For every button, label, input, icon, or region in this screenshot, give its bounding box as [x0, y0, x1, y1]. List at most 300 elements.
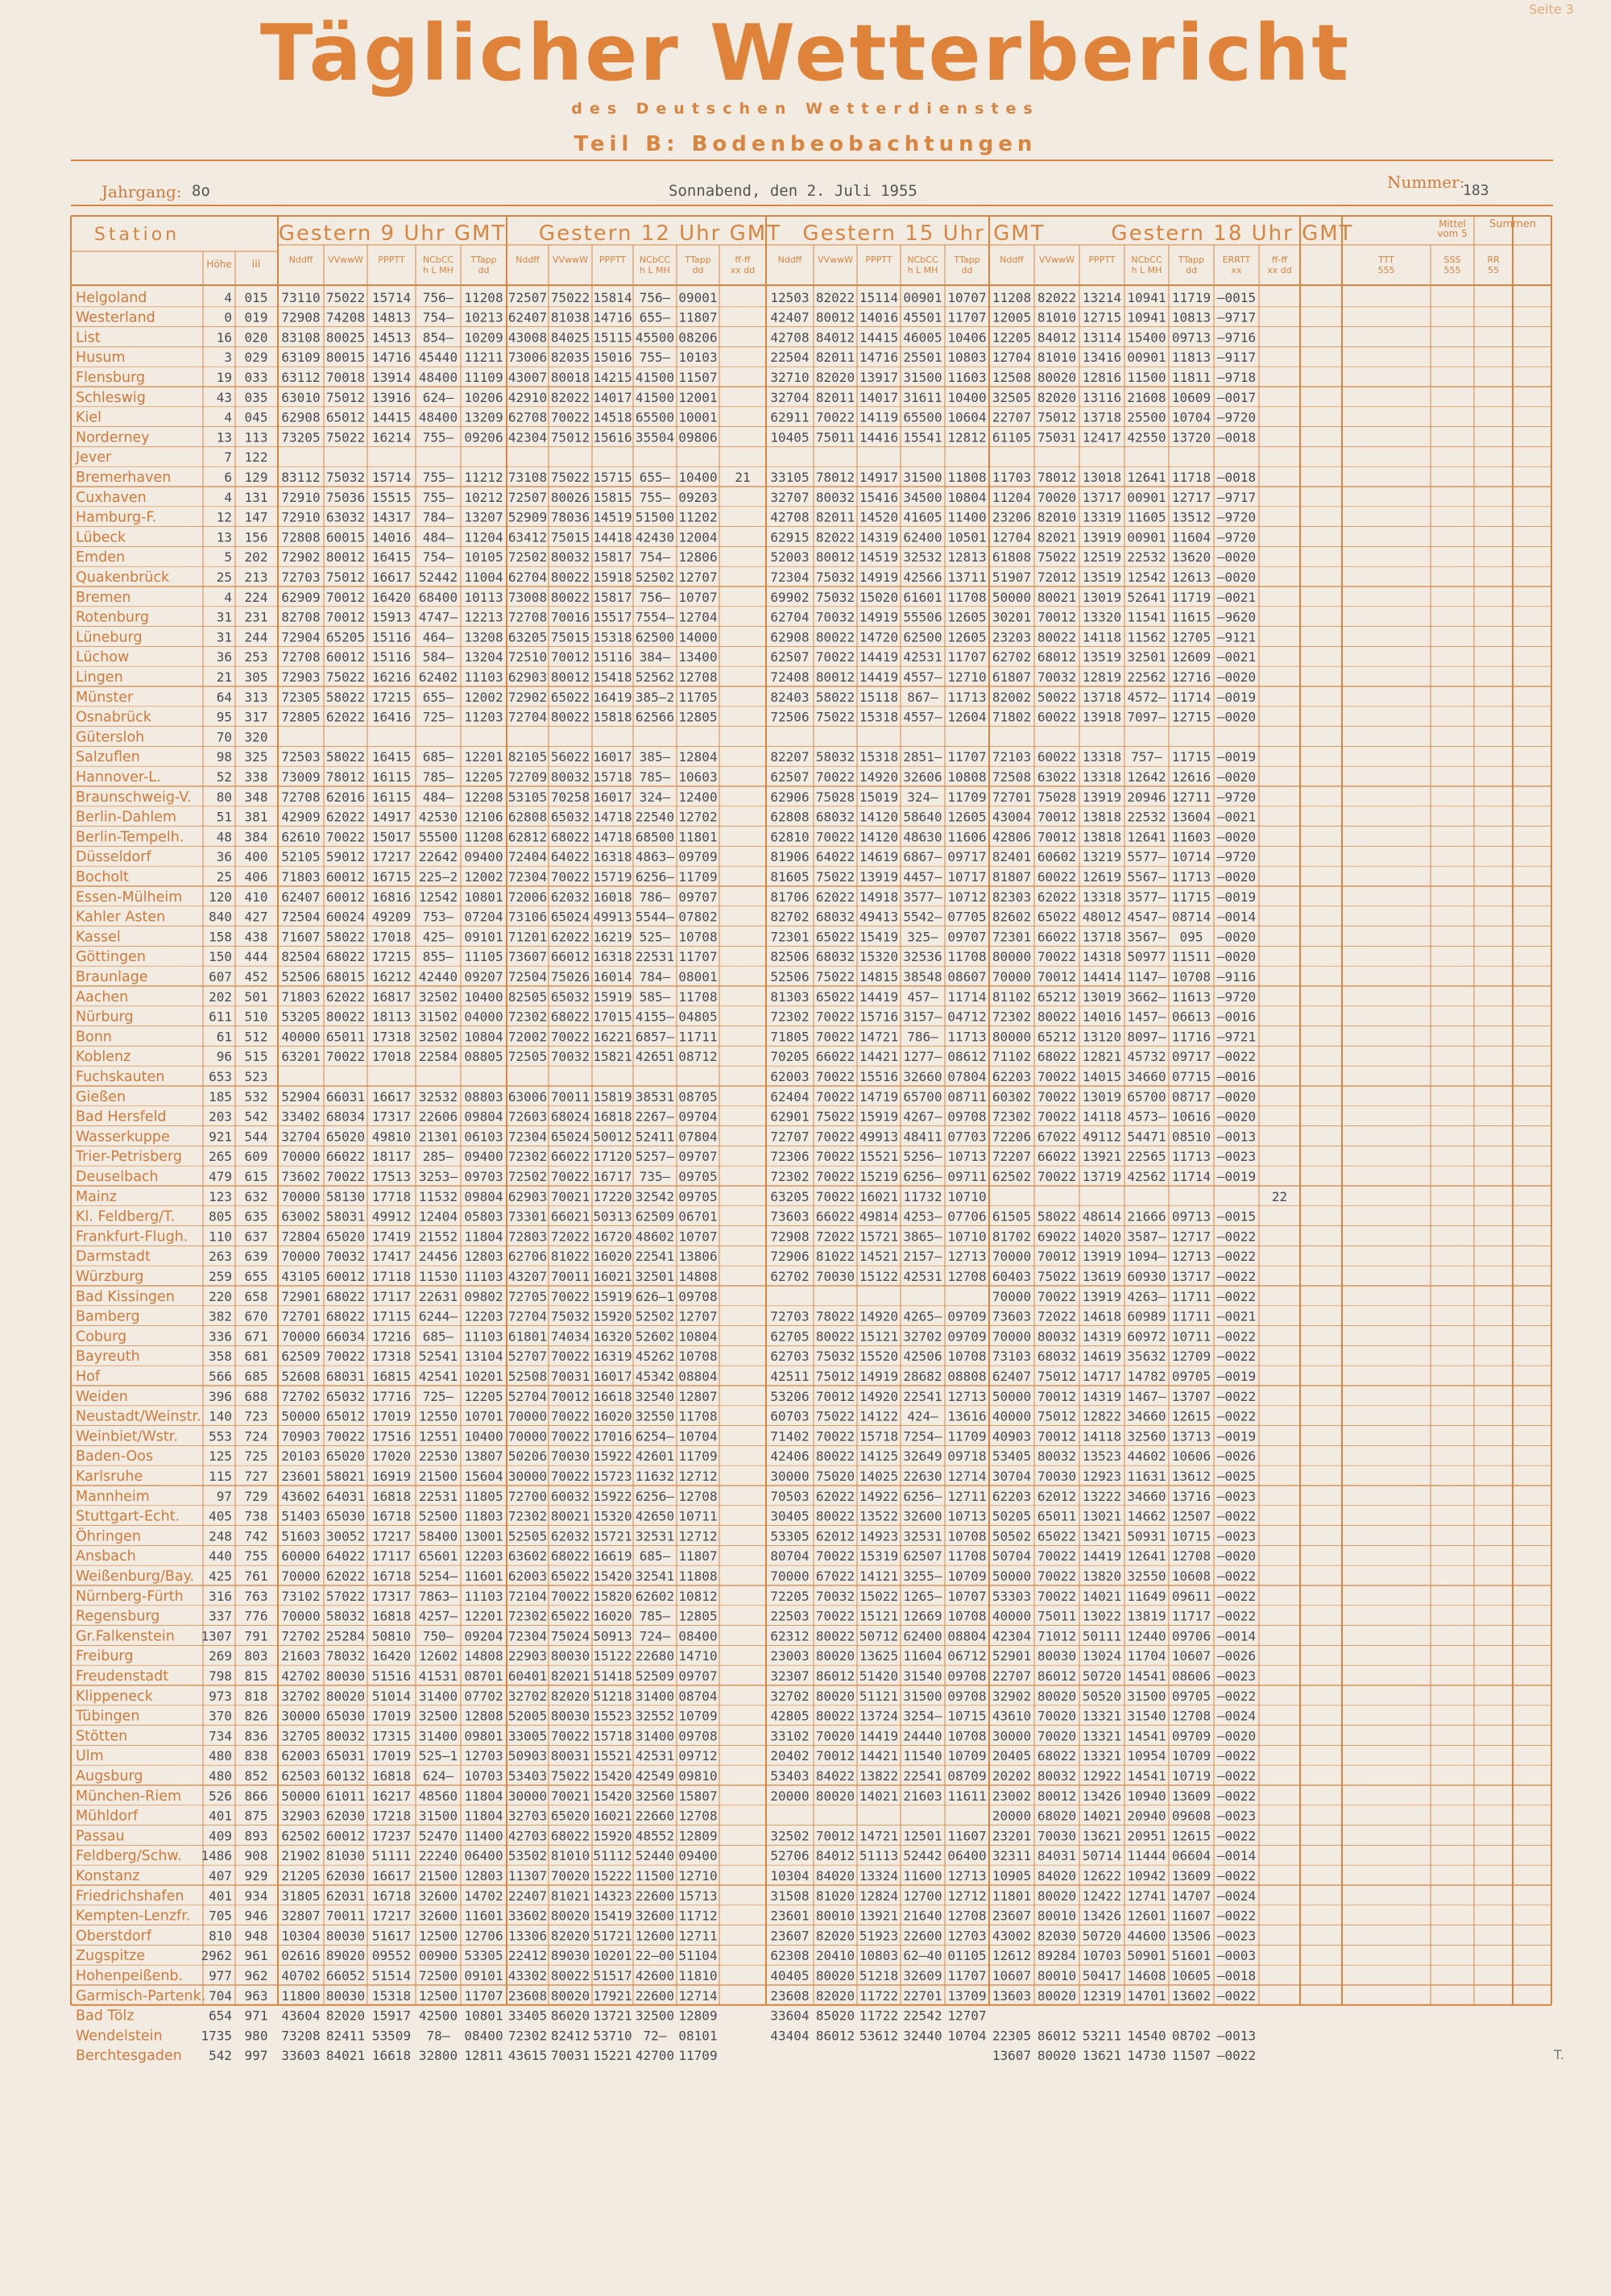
cell-value: 324— [639, 789, 671, 805]
cell-value: 14120 [859, 809, 899, 825]
cell-value: 785— [639, 1608, 671, 1624]
cell-value: 69022 [1037, 1229, 1077, 1245]
cell-value: 85020 [815, 2008, 855, 2024]
cell-value: 15913 [371, 609, 412, 625]
cell-value: 11204 [464, 529, 503, 545]
station-iii: 670 [244, 1308, 268, 1324]
cell-value: 42530 [418, 809, 458, 825]
cell-value: 70031 [550, 1369, 590, 1384]
cell-value: 6254— [635, 1428, 675, 1444]
cell-value: 22630 [903, 1469, 942, 1484]
cell-value: 10400 [947, 389, 987, 405]
cell-value: 65500 [635, 409, 675, 425]
cell-value: 12605 [947, 609, 987, 625]
cell-value: 12201 [464, 1608, 503, 1624]
cell-value: 15919 [593, 1288, 632, 1304]
cell-value: 13807 [464, 1448, 503, 1465]
cell-value: 10709 [678, 1708, 718, 1724]
cell-value: 70018 [325, 370, 366, 385]
cell-value: 68032 [815, 909, 855, 925]
cell-value: 48630 [903, 829, 942, 845]
cell-value: —0022 [1216, 1249, 1257, 1265]
cell-value: 78— [426, 2028, 450, 2044]
cell-value: 12819 [1082, 669, 1122, 685]
cell-value: 62022 [325, 809, 366, 825]
cell-value: 32500 [635, 2008, 675, 2024]
cell-value: 32542 [635, 1188, 675, 1204]
cell-value: 13426 [1082, 1908, 1122, 1924]
cell-value: 23206 [992, 509, 1032, 525]
cell-value: 60012 [325, 1828, 366, 1844]
cell-value: 11631 [1127, 1469, 1166, 1484]
cell-value: 70022 [815, 1188, 855, 1204]
cell-value: 4747— [418, 609, 458, 625]
cell-value: 14541 [1127, 1668, 1166, 1684]
station-iii: 501 [244, 988, 268, 1005]
cell-value: 12501 [903, 1828, 942, 1844]
cell-value: 70000 [992, 1288, 1032, 1304]
cell-value: 15019 [859, 789, 899, 805]
station-name: Wasserkuppe [76, 1129, 170, 1146]
cell-value: 585— [639, 988, 671, 1005]
cell-value: 16420 [371, 589, 412, 605]
station-iii: 980 [244, 2028, 268, 2044]
cell-value: 78012 [1037, 470, 1077, 485]
cell-value: 31540 [1127, 1708, 1166, 1724]
cell-value: 52602 [635, 1328, 675, 1345]
cell-value: 25500 [1127, 409, 1166, 425]
cell-value: 70022 [1037, 1088, 1077, 1104]
cell-value: 14122 [859, 1408, 899, 1424]
cell-value: 10703 [1082, 1948, 1122, 1964]
cell-value: 14415 [371, 409, 412, 425]
cell-value: 15318 [593, 629, 632, 645]
cell-value: 80020 [1037, 370, 1077, 385]
cell-value: 14419 [859, 669, 899, 685]
cell-value: 52005 [507, 1708, 548, 1724]
cell-value: 72701 [281, 1308, 321, 1324]
station-hoehe: 220 [209, 1288, 232, 1304]
cell-value: 72304 [507, 869, 548, 885]
cell-value: 15419 [593, 1908, 632, 1924]
station-iii: 615 [244, 1169, 268, 1184]
cell-value: 52641 [1127, 589, 1166, 605]
cell-value: 73008 [507, 589, 548, 605]
cell-value: 755— [422, 429, 454, 446]
cell-value: 72306 [770, 1149, 810, 1165]
cell-value: 12707 [678, 1308, 718, 1324]
cell-value: 13219 [1082, 849, 1122, 865]
station-name: Bamberg [76, 1308, 140, 1325]
cell-value: 07804 [678, 1129, 718, 1145]
subheader-15-4: TTapp [954, 255, 980, 265]
cell-value: 53305 [464, 1948, 503, 1964]
cell-value: 22305 [992, 2028, 1032, 2044]
cell-value: 48012 [1082, 909, 1122, 925]
cell-value: 83112 [281, 470, 321, 485]
cell-value: 13619 [1082, 1269, 1122, 1284]
cell-value: 72804 [281, 1229, 321, 1245]
cell-value: 15121 [859, 1328, 899, 1345]
cell-value: 70021 [550, 1788, 590, 1804]
cell-value: 14721 [859, 1828, 899, 1844]
station-hoehe: 70 [216, 729, 232, 745]
cell-value: 4572— [1127, 689, 1166, 705]
cell-value: 624— [422, 389, 454, 405]
cell-value: 62702 [992, 649, 1032, 665]
cell-value: 45342 [635, 1369, 675, 1384]
cell-value: 15815 [593, 489, 632, 505]
cell-value: 11500 [1127, 370, 1166, 385]
cell-value: 60015 [325, 529, 366, 545]
cell-value: 16214 [371, 429, 412, 446]
cell-value: 82021 [550, 1668, 590, 1684]
cell-value: 12711 [947, 1488, 987, 1504]
cell-value: 10704 [1171, 409, 1211, 425]
cell-value: 14118 [1082, 1428, 1122, 1444]
cell-value: 12712 [947, 1888, 987, 1904]
station-hoehe: 401 [209, 1888, 232, 1904]
cell-value: 12803 [464, 1249, 503, 1265]
cell-value: 11709 [947, 789, 987, 805]
subheader-15-0: Nddff [777, 255, 802, 265]
cell-value: 45500 [635, 329, 675, 346]
station-iii: 946 [244, 1908, 268, 1924]
cell-value: 21608 [1127, 389, 1166, 405]
cell-value: 14718 [593, 829, 632, 845]
cell-value: 11718 [1171, 470, 1211, 485]
cell-value: 63006 [507, 1088, 548, 1104]
subheader-18-6: ff-ff [1271, 255, 1288, 265]
cell-value: 10954 [1127, 1748, 1166, 1764]
cell-value: 73106 [507, 909, 548, 925]
station-iii: 671 [244, 1328, 268, 1345]
cell-value: 4267— [903, 1109, 942, 1125]
cell-value: 48560 [418, 1788, 458, 1804]
station-hoehe: 409 [209, 1828, 232, 1844]
cell-value: 11600 [903, 1868, 942, 1884]
cell-value: 52105 [281, 849, 321, 865]
cell-value: 464— [422, 629, 454, 645]
cell-value: 14919 [859, 609, 899, 625]
cell-value: 43610 [992, 1708, 1032, 1724]
cell-value: 80022 [550, 589, 590, 605]
cell-value: 72408 [770, 669, 810, 685]
cell-value: 15817 [593, 549, 632, 566]
cell-value: —0016 [1216, 1009, 1257, 1025]
cell-value: 72404 [507, 849, 548, 865]
cell-value: 09608 [1171, 1808, 1211, 1824]
cell-value: 11712 [678, 1908, 718, 1924]
cell-value: 81303 [770, 988, 810, 1005]
cell-value: 725— [422, 709, 454, 725]
cell-value: 5256— [903, 1149, 942, 1165]
cell-value: 09206 [464, 429, 503, 446]
cell-value: 1467— [1127, 1388, 1166, 1404]
jahrgang-value: 8o [192, 182, 210, 200]
cell-value: 15400 [1127, 329, 1166, 346]
cell-value: 16217 [371, 1788, 412, 1804]
cell-value: 53206 [770, 1388, 810, 1404]
cell-value: 22530 [418, 1448, 458, 1465]
cell-value: 70022 [1037, 1169, 1077, 1184]
cell-value: 16318 [593, 949, 632, 965]
cell-value: 72— [643, 2028, 667, 2044]
cell-value: 72206 [992, 1129, 1032, 1145]
cell-value: 72908 [281, 309, 321, 325]
cell-value: 75026 [550, 969, 590, 984]
cell-value: 32807 [281, 1908, 321, 1924]
cell-value: 70022 [815, 1009, 855, 1025]
cell-value: 11708 [678, 1408, 718, 1424]
station-iii: 681 [244, 1349, 268, 1365]
station-iii: 400 [244, 849, 268, 865]
cell-value: 10605 [1171, 1968, 1211, 1983]
cell-value: 09708 [678, 1728, 718, 1744]
cell-value: —0019 [1216, 689, 1257, 705]
cell-value: 68034 [325, 1109, 366, 1125]
station-iii: 961 [244, 1948, 268, 1964]
cell-value: 72006 [507, 889, 548, 905]
cell-value: 22532 [1127, 549, 1166, 566]
cell-value: 57022 [325, 1588, 366, 1604]
cell-value: 51121 [859, 1688, 899, 1704]
cell-value: 12712 [678, 1469, 718, 1484]
cell-value: 52502 [635, 570, 675, 585]
cell-value: 58032 [815, 749, 855, 765]
cell-value: 07802 [678, 909, 718, 925]
cell-value: 09708 [678, 1288, 718, 1304]
station-iii: 724 [244, 1428, 268, 1444]
cell-value: 51500 [635, 509, 675, 525]
cell-value: 84020 [1037, 1868, 1077, 1884]
station-iii: 406 [244, 869, 268, 885]
cell-value: 43004 [992, 809, 1032, 825]
cell-value: 62022 [325, 1569, 366, 1584]
station-name: Mannheim [76, 1488, 150, 1505]
cell-value: 11708 [947, 1548, 987, 1565]
cell-value: 11400 [947, 509, 987, 525]
cell-value: 12208 [464, 789, 503, 805]
station-iii: 202 [244, 549, 268, 566]
cell-value: 425— [422, 929, 454, 945]
cell-value: 52509 [635, 1668, 675, 1684]
cell-value: 70022 [815, 1069, 855, 1084]
cell-value: 09810 [678, 1768, 718, 1784]
cell-value: 12601 [1127, 1908, 1166, 1924]
cell-value: 61105 [992, 429, 1032, 446]
cell-value: 15521 [859, 1149, 899, 1165]
cell-value: 62705 [770, 1328, 810, 1345]
station-name: Stötten [76, 1728, 128, 1745]
cell-value: 06400 [464, 1848, 503, 1864]
cell-value: 13713 [1171, 1428, 1211, 1444]
cell-value: 16115 [371, 789, 412, 805]
cell-value: 3255— [903, 1569, 942, 1584]
cell-value: 30201 [992, 609, 1032, 625]
cell-value: —9117 [1216, 350, 1257, 366]
station-hoehe: 480 [209, 1748, 232, 1764]
cell-value: 15616 [593, 429, 632, 446]
cell-value: 14020 [1082, 1229, 1122, 1245]
cell-value: 12711 [1171, 789, 1211, 805]
cell-value: 20402 [770, 1748, 810, 1764]
station-iii: 338 [244, 769, 268, 785]
cell-value: 23601 [281, 1469, 321, 1484]
cell-value: 13625 [859, 1648, 899, 1664]
cell-value: 71803 [281, 988, 321, 1005]
station-name: Konstanz [76, 1868, 140, 1884]
cell-value: 82020 [815, 370, 855, 385]
cell-value: 16718 [371, 1888, 412, 1904]
station-iii: 305 [244, 669, 268, 685]
cell-value: 3567— [1127, 929, 1166, 945]
station-hoehe: 1486 [201, 1848, 232, 1864]
cell-value: 82002 [992, 689, 1032, 705]
cell-value: 12106 [464, 809, 503, 825]
cell-value: 6867— [903, 849, 942, 865]
cell-value: 60401 [507, 1668, 548, 1684]
cell-value: 82020 [550, 1688, 590, 1704]
cell-value: 70903 [281, 1428, 321, 1444]
cell-value: 32505 [992, 389, 1032, 405]
cell-value: 24440 [903, 1728, 942, 1744]
cell-value: 12713 [1171, 1249, 1211, 1265]
cell-value: 82412 [550, 2028, 590, 2044]
cell-value: 22504 [770, 350, 810, 366]
cell-value: 70022 [815, 649, 855, 665]
cell-value: 52541 [418, 1349, 458, 1365]
cell-value: 72304 [507, 1129, 548, 1145]
station-iii: 317 [244, 709, 268, 725]
station-hoehe: 140 [209, 1408, 232, 1424]
cell-value: 3253— [418, 1169, 458, 1184]
cell-value: 81030 [325, 1848, 366, 1864]
station-iii: 035 [244, 389, 268, 405]
cell-value: 21301 [418, 1129, 458, 1145]
cell-value: 65022 [815, 988, 855, 1005]
cell-value: 80030 [550, 1648, 590, 1664]
cell-value: 89020 [325, 1948, 366, 1964]
cell-value: 14718 [593, 809, 632, 825]
cell-value: 72002 [507, 1029, 548, 1045]
cell-value: 58021 [325, 1469, 366, 1484]
cell-value: 34660 [1127, 1069, 1166, 1084]
cell-value: 09709 [678, 849, 718, 865]
cell-value: 60000 [281, 1548, 321, 1565]
cell-value: 22680 [635, 1648, 675, 1664]
cell-value: 62566 [635, 709, 675, 725]
cell-value: —0014 [1216, 909, 1257, 925]
cell-value: 41605 [903, 509, 942, 525]
station-name: Feldberg/Schw. [76, 1848, 182, 1865]
cell-value: 65032 [325, 1388, 366, 1404]
cell-value: 70012 [815, 1748, 855, 1764]
subheader-15-4: dd [961, 265, 973, 276]
cell-value: 67022 [1037, 1129, 1077, 1145]
cell-value: 13919 [859, 869, 899, 885]
cell-value: 42531 [903, 1269, 942, 1284]
cell-value: 35504 [635, 429, 675, 446]
cell-value: —0018 [1216, 1968, 1257, 1983]
cell-value: 70022 [815, 1149, 855, 1165]
cell-value: 62312 [770, 1628, 810, 1644]
cell-value: 10715 [1171, 1528, 1211, 1544]
station-hoehe: 553 [209, 1428, 232, 1444]
cell-value: 33402 [281, 1109, 321, 1125]
cell-value: 12404 [418, 1208, 458, 1225]
station-name: Hof [76, 1369, 101, 1385]
cell-value: 86012 [1037, 2028, 1077, 2044]
cell-value: 15719 [593, 869, 632, 885]
cell-value: 50520 [1082, 1688, 1122, 1704]
cell-value: 12205 [464, 1388, 503, 1404]
cell-value: 70012 [1037, 1388, 1077, 1404]
station-iii: 637 [244, 1229, 268, 1245]
cell-value: 50313 [593, 1208, 632, 1225]
cell-value: 70012 [1037, 829, 1077, 845]
station-name: Bad Tölz [76, 2008, 135, 2025]
cell-value: 00901 [1127, 350, 1166, 366]
cell-value: 10812 [678, 1588, 718, 1604]
cell-value: 33005 [507, 1728, 548, 1744]
cell-value: 52901 [992, 1648, 1032, 1664]
cell-value: 20103 [281, 1448, 321, 1465]
cell-value: 82105 [507, 749, 548, 765]
station-name: Westerland [76, 309, 155, 326]
cell-value: 70012 [1037, 809, 1077, 825]
cell-value: 06613 [1171, 1009, 1211, 1025]
cell-value: 7554— [635, 609, 675, 625]
cell-value: —0016 [1216, 1069, 1257, 1084]
cell-value: 13917 [859, 370, 899, 385]
cell-value: 15419 [859, 929, 899, 945]
cell-value: 62407 [992, 1369, 1032, 1384]
station-iii: 962 [244, 1968, 268, 1983]
cell-value: 65022 [1037, 909, 1077, 925]
cell-value: 11307 [507, 1868, 548, 1884]
cell-value: 11722 [859, 1987, 899, 2004]
cell-value: 15022 [859, 1588, 899, 1604]
cell-value: 78012 [815, 470, 855, 485]
cell-value: 50712 [859, 1628, 899, 1644]
cell-value: 42430 [635, 529, 675, 545]
cell-value: 73009 [281, 769, 321, 785]
cell-value: 89030 [550, 1948, 590, 1964]
cell-value: 66052 [325, 1968, 366, 1983]
cell-value: 75022 [325, 669, 366, 685]
station-iii: 826 [244, 1708, 268, 1724]
cell-value: 42500 [418, 2008, 458, 2024]
station-hoehe: 337 [209, 1608, 232, 1624]
cell-value: 70021 [550, 1188, 590, 1204]
cell-value: 62906 [770, 789, 810, 805]
cell-value: 16017 [593, 789, 632, 805]
cell-value: 80704 [770, 1548, 810, 1565]
cell-value: 23607 [992, 1908, 1032, 1924]
cell-value: 12713 [947, 1388, 987, 1404]
station-hoehe: 407 [209, 1868, 232, 1884]
cell-value: 33105 [770, 470, 810, 485]
cell-value: 22707 [992, 409, 1032, 425]
cell-value: 49810 [371, 1129, 412, 1145]
cell-value: 00900 [418, 1948, 458, 1964]
cell-value: 10940 [1127, 1788, 1166, 1804]
cell-value: 62808 [770, 809, 810, 825]
header-hoehe: Höhe [206, 259, 232, 270]
cell-value: 75022 [815, 1109, 855, 1125]
cell-value: —0020 [1216, 549, 1257, 566]
